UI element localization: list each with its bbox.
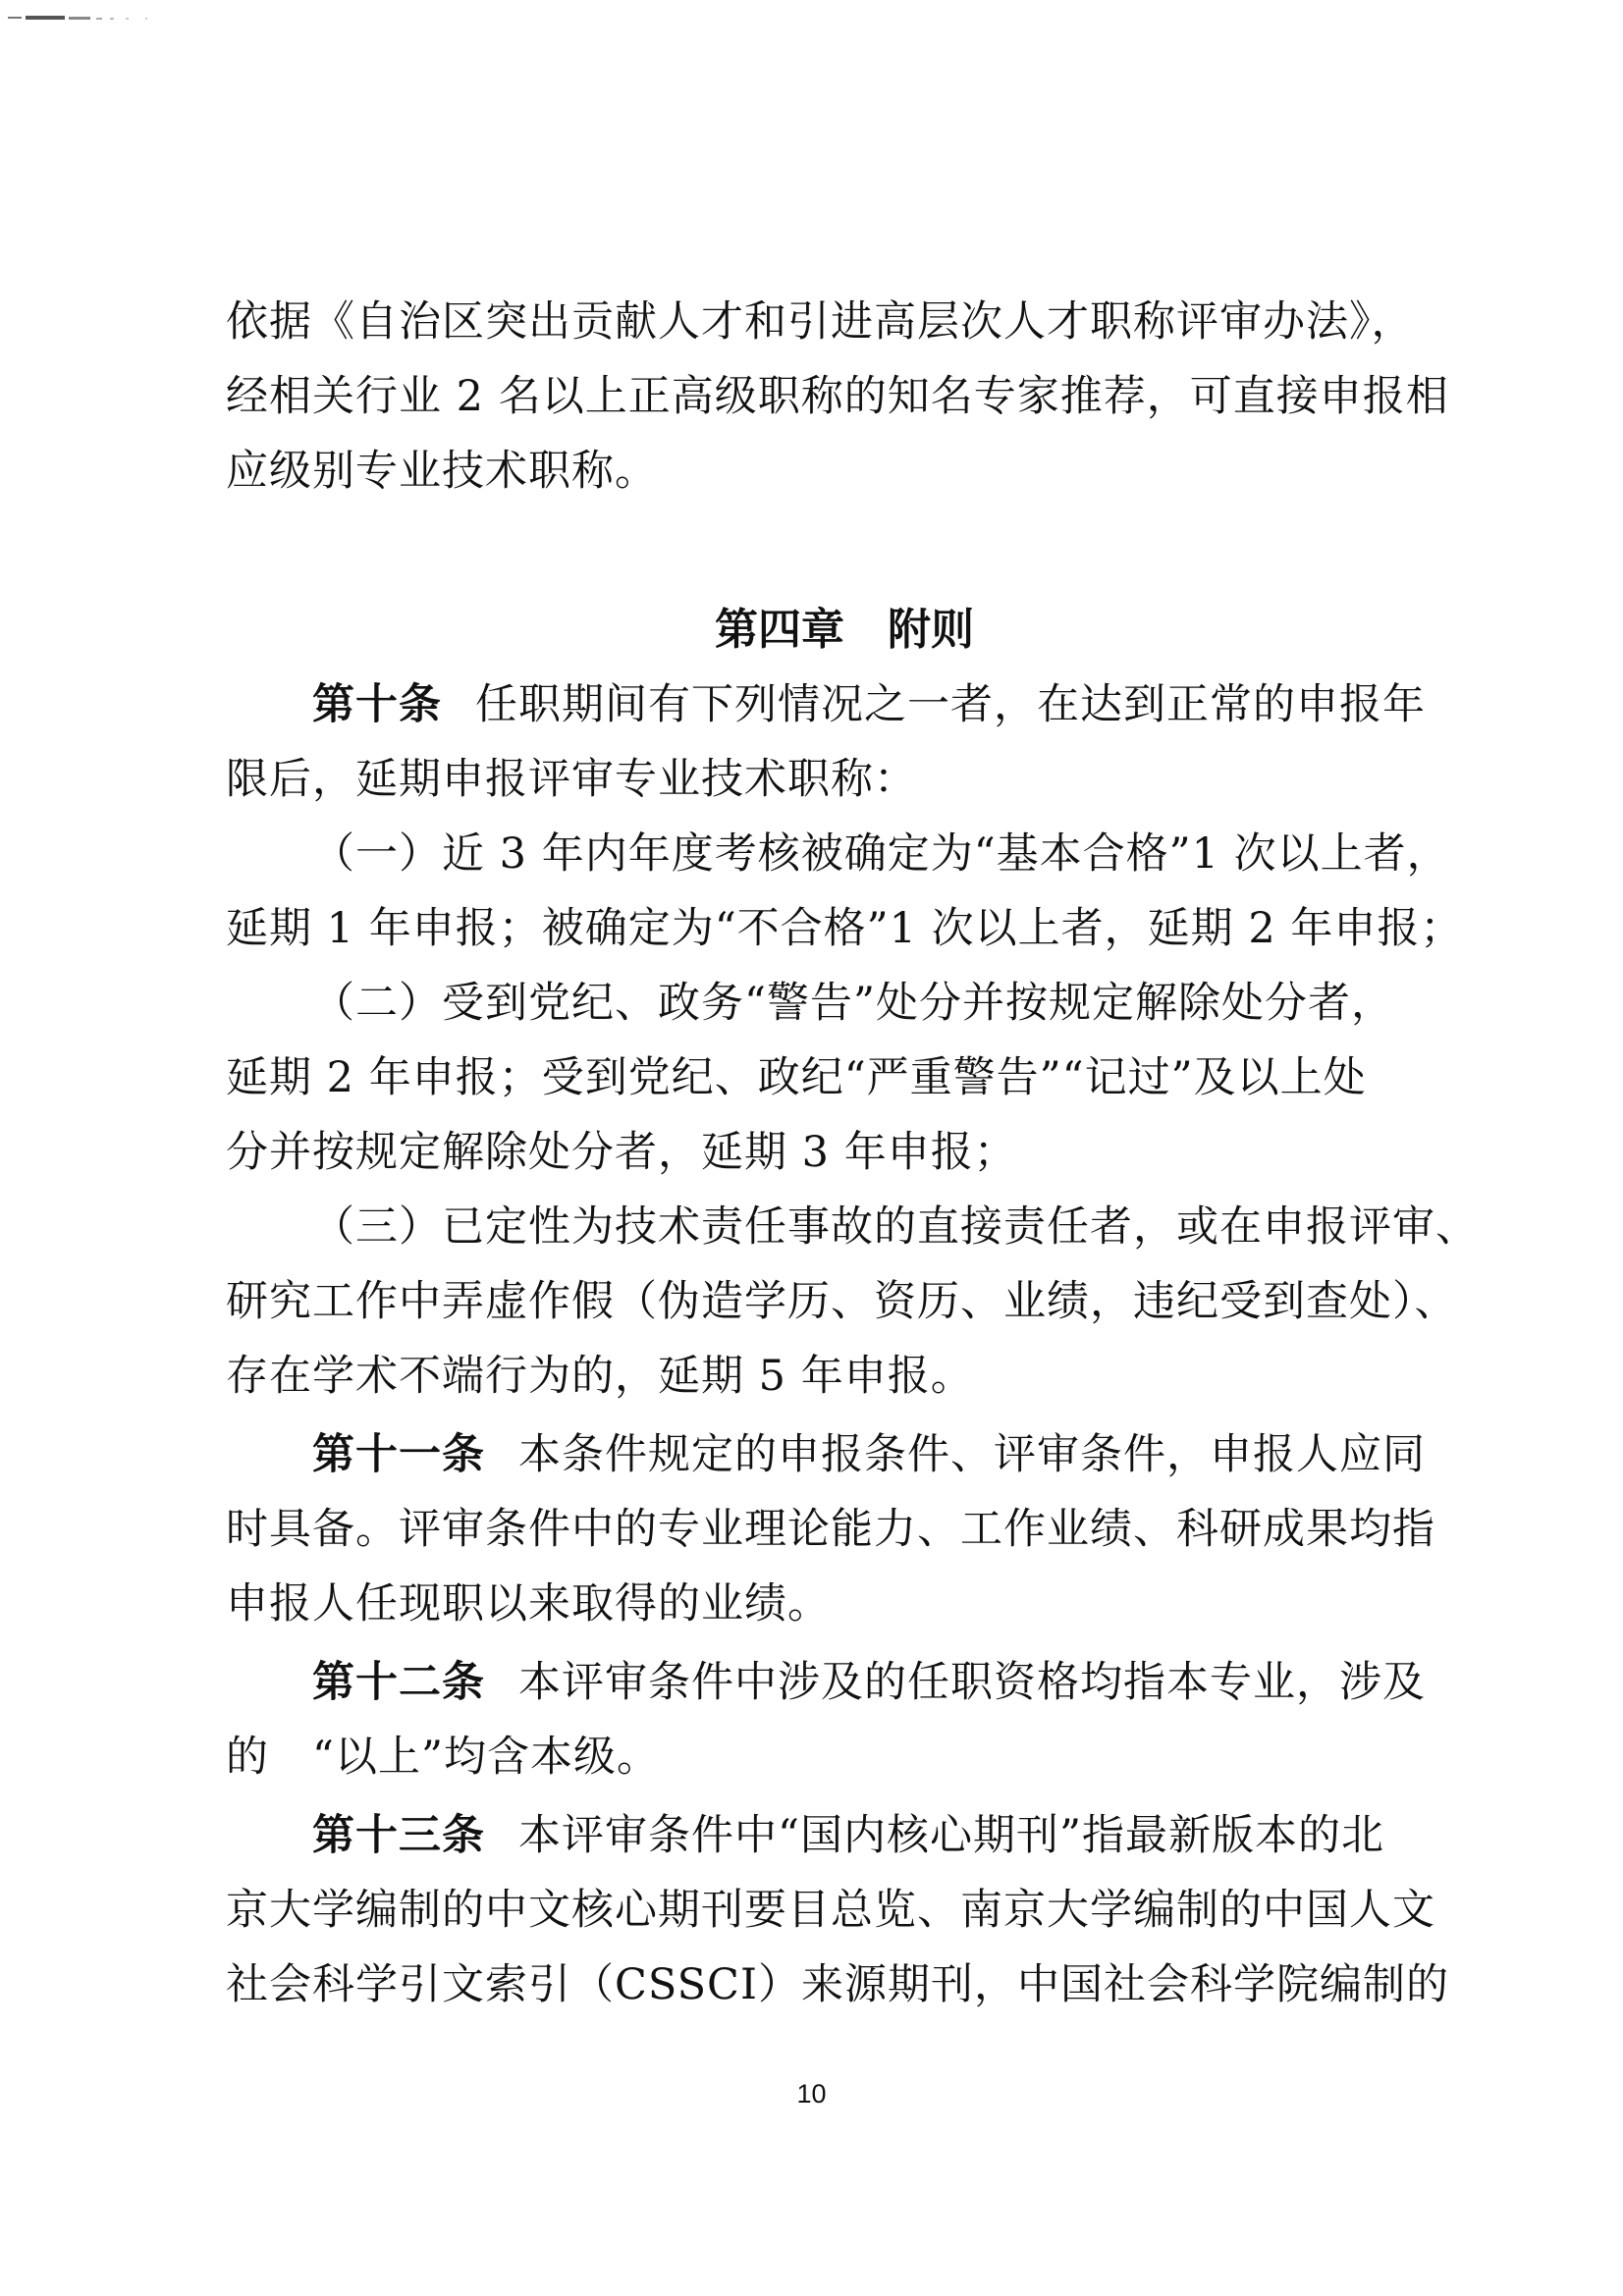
article-11-line-2: 时具备。评审条件中的专业理论能力、工作业绩、科研成果均指 <box>226 1505 1435 1554</box>
article-12-text-1: 本评审条件中涉及的任职资格均指本专业，涉及 <box>518 1658 1426 1707</box>
article-12-line-1 <box>226 1645 1434 1720</box>
article-13-heading: 第十三条 <box>312 1811 485 1860</box>
article-10-text-1: 任职期间有下列情况之一者，在达到正常的申报年 <box>475 680 1426 729</box>
article-10-line-2: 限后，延期申报评审专业技术职称： <box>226 755 917 804</box>
article-11-text-1: 本条件规定的申报条件、评审条件，申报人应同 <box>518 1430 1426 1479</box>
item-2-line-3: 分并按规定解除处分者，延期 3 年申报； <box>226 1128 1017 1177</box>
section-spacer <box>226 508 1434 593</box>
item-3-line-2: 研究工作中弄虚作假（伪造学历、资历、业绩，违纪受到查处）、 <box>226 1277 1458 1326</box>
article-11-heading: 第十一条 <box>312 1430 485 1479</box>
scan-artifact-mark <box>8 14 155 24</box>
item-2-line-2: 延期 2 年申报；受到党纪、政纪“严重警告”“记过”及以上处 <box>226 1053 1367 1102</box>
article-10-line-1 <box>226 667 1434 742</box>
article-13-line-3: 社会科学引文索引（CSSCI）来源期刊，中国社会科学院编制的 <box>226 1960 1449 2009</box>
intro-line-3: 应级别专业技术职称。 <box>226 447 658 496</box>
article-11-line-1 <box>226 1417 1434 1492</box>
article-12-line-2: 的 “以上”均含本级。 <box>226 1733 660 1782</box>
chapter-title: 第四章 附则 <box>715 605 974 655</box>
item-3-line-1: （三）已定性为技术责任事故的直接责任者，或在申报评审、 <box>312 1202 1479 1252</box>
article-13-line-2: 京大学编制的中文核心期刊要目总览、南京大学编制的中国人文 <box>226 1886 1435 1935</box>
article-11-line-3: 申报人任现职以来取得的业绩。 <box>226 1579 831 1629</box>
document-body <box>226 285 1479 2022</box>
page-number: 10 <box>796 2079 827 2109</box>
item-3-line-3: 存在学术不端行为的，延期 5 年申报。 <box>226 1352 974 1401</box>
article-12-heading: 第十二条 <box>312 1658 485 1707</box>
item-1-line-1: （一）近 3 年内年度考核被确定为“基本合格”1 次以上者， <box>312 829 1450 879</box>
article-13-line-1 <box>226 1798 1434 1873</box>
article-10-heading: 第十条 <box>312 680 442 729</box>
intro-line-1: 依据《自治区突出贡献人才和引进高层次人才职称评审办法》， <box>226 297 1415 347</box>
item-2-line-1: （二）受到党纪、政务“警告”处分并按规定解除处分者， <box>312 979 1394 1028</box>
intro-line-2: 经相关行业 2 名以上正高级职称的知名专家推荐，可直接申报相 <box>226 372 1449 421</box>
article-13-text-1: 本评审条件中“国内核心期刊”指最新版本的北 <box>518 1811 1384 1860</box>
item-1-line-2: 延期 1 年申报；被确定为“不合格”1 次以上者，延期 2 年申报； <box>226 904 1464 953</box>
